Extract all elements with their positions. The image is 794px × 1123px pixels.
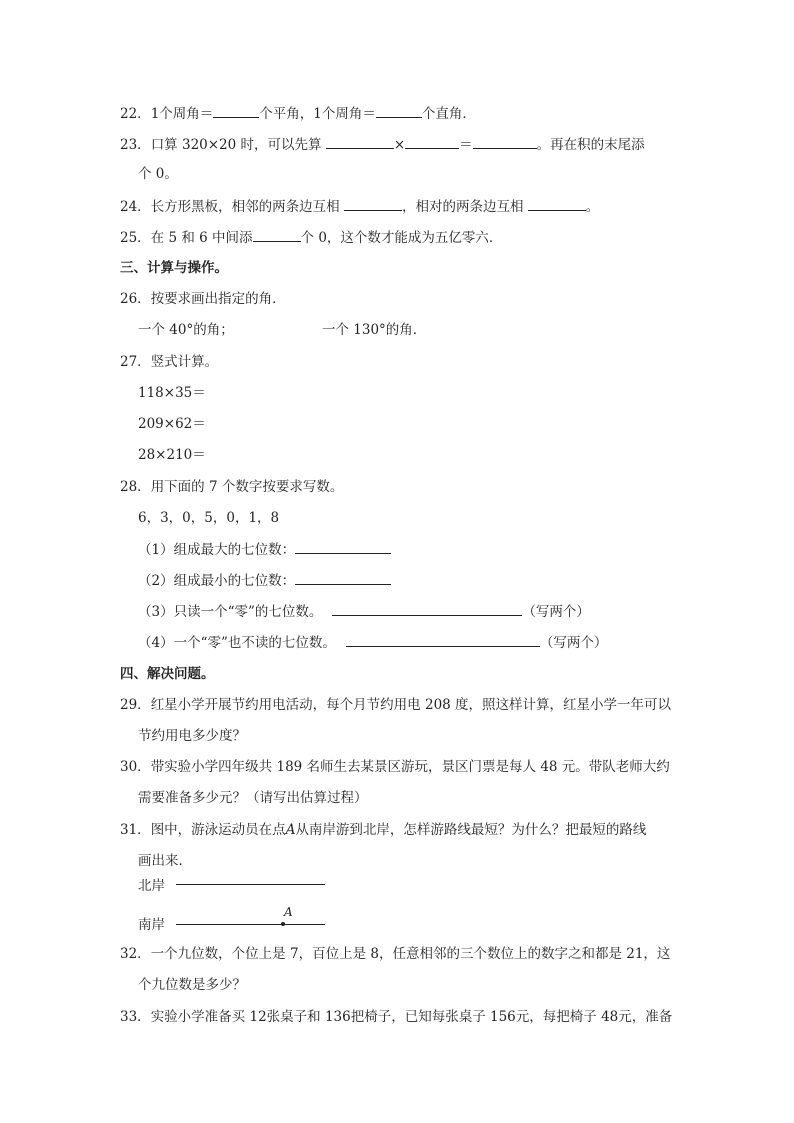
point-a-label: A: [284, 905, 293, 919]
question-23-cont: 个 0。: [138, 166, 178, 182]
answer-blank[interactable]: [332, 601, 522, 616]
calc-item: 118×35＝: [138, 385, 206, 401]
question-31-cont: 画出来．: [138, 853, 192, 869]
angle-130-label: 一个 130°的角．: [322, 322, 427, 338]
section-3-heading: 三、计算与操作。: [120, 260, 228, 276]
question-30: 30．带实验小学四年级共 189 名师生去某景区游玩，景区门票是每人 48 元。带队老师大约: [120, 759, 670, 775]
calc-item: 28×210＝: [138, 447, 206, 463]
question-33: 33．实验小学准备买 12张桌子和 136把椅子，已知每张桌子 156元，每把椅子 48元，准备: [120, 1009, 673, 1025]
answer-blank[interactable]: [213, 103, 259, 118]
point-a[interactable]: [281, 922, 285, 926]
question-29: 29．红星小学开展节约用电活动，每个月节约用电 208 度，照这样计算，红星小学一年可以: [120, 697, 672, 713]
answer-blank[interactable]: [346, 632, 540, 647]
answer-blank[interactable]: [376, 103, 422, 118]
south-shore-line: [176, 924, 325, 925]
question-25: 25．在 5 和 6 中间添 个 0，这个数才能成为五亿零六．: [120, 227, 502, 248]
answer-blank[interactable]: [326, 134, 394, 149]
answer-blank[interactable]: [295, 539, 391, 554]
angle-40-label: 一个 40°的角；: [138, 322, 234, 338]
south-shore-label: 南岸: [138, 917, 165, 933]
answer-blank[interactable]: [473, 134, 537, 149]
question-28: 28．用下面的 7 个数字按要求写数。: [120, 479, 344, 495]
question-22: 22．1个周角＝ 个平角，1个周角＝ 个直角．: [120, 103, 476, 124]
answer-blank[interactable]: [405, 134, 459, 149]
question-24: 24．长方形黑板，相邻的两条边互相 ，相对的两条边互相 。: [120, 196, 599, 217]
question-23: 23．口算 320×20 时，可以先算 × ＝ 。再在积的末尾添: [120, 134, 645, 155]
question-32: 32．一个九位数，个位上是 7，百位上是 8，任意相邻的三个数位上的数字之和都是 21，这: [120, 946, 671, 962]
question-31: 31．图中，游泳运动员在点A从南岸游到北岸，怎样游路线最短？为什么？把最短的路线: [120, 822, 647, 838]
question-26: 26．按要求画出指定的角．: [120, 291, 286, 307]
question-32-cont: 个九位数是多少？: [138, 977, 246, 993]
section-4-heading: 四、解决问题。: [120, 666, 215, 682]
question-28-part-4: （4）一个“零”也不读的七位数。 （写两个）: [138, 632, 607, 653]
question-30-cont: 需要准备多少元？（请写出估算过程）: [138, 790, 368, 806]
question-28-part-1: （1）组成最大的七位数：: [138, 539, 391, 560]
north-shore-line: [176, 884, 325, 885]
question-29-cont: 节约用电多少度？: [138, 728, 246, 744]
answer-blank[interactable]: [528, 196, 586, 211]
north-shore-label: 北岸: [138, 878, 165, 894]
digit-list: 6，3，0，5，0，1，8: [138, 510, 280, 526]
question-28-part-3: （3）只读一个“零”的七位数。 （写两个）: [138, 601, 590, 622]
calc-item: 209×62＝: [138, 416, 206, 432]
answer-blank[interactable]: [295, 570, 391, 585]
question-28-part-2: （2）组成最小的七位数：: [138, 570, 391, 591]
answer-blank[interactable]: [253, 227, 301, 242]
answer-blank[interactable]: [344, 196, 402, 211]
question-27: 27．竖式计算。: [120, 354, 219, 370]
